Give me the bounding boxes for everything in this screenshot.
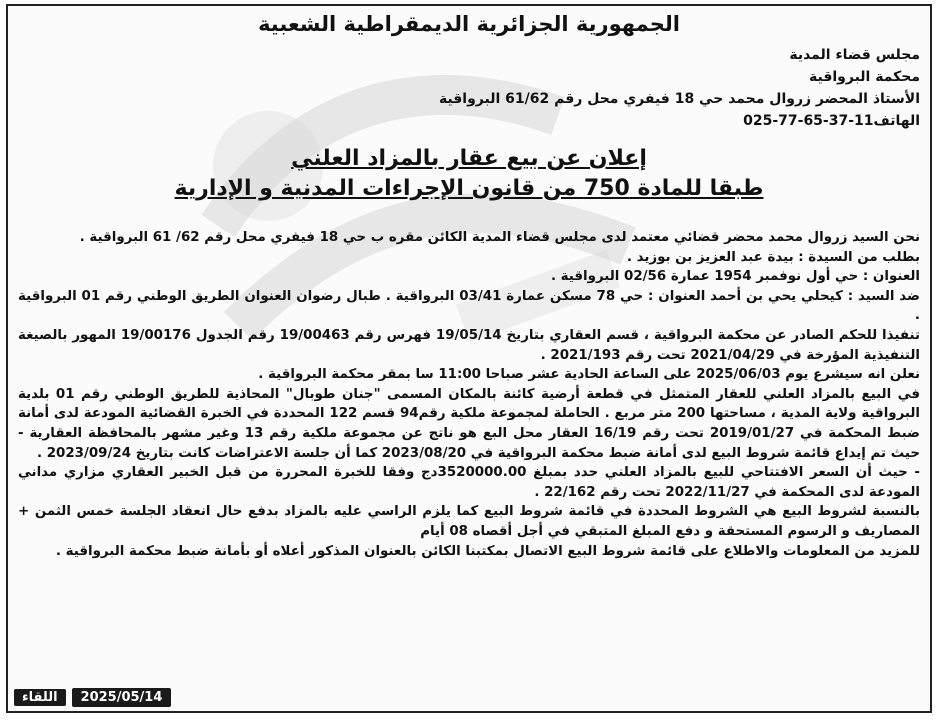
republic-header: الجمهورية الجزائرية الديمقراطية الشعبية xyxy=(258,12,680,36)
notice-body xyxy=(18,228,920,561)
body-paragraph: بطلب من السيدة : بيدة عبد العزيز بن بوزيد . xyxy=(626,249,920,265)
phone-number: الهاتف11-37-65-77-025 xyxy=(743,113,920,129)
body-paragraph: في البيع بالمزاد العلني للعقار المتمثل في قطعة أرضية كائنة بالمكان المسمى "جنان طوبال" المحاذية للطريق الوطني رقم 01 بلدية البرواقية ولاية المدية ، مساحتها 200 متر مربع . الحاملة لمجموعة ملكية رقم94 قسم 122 المحددة في الخبرة القضائية المودعة لدى أمانة ضبط المحكمة في 2019/01/27 تحت رقم 16/19 العقار محل البع هو ناتج عن مجموعة ملكية رقم 13 وغير مشهر بالمحافظة العقارية - حيث تم إيداع قائمة شروط البيع لدى أمانة ضبط محكمة البرواقية في 2023/08/20 كما أن جلسة الاعتراضات كانت بتاريخ 2023/09/24 . xyxy=(18,386,921,461)
body-paragraph: تنفيذا للحكم الصادر عن محكمة البرواقية ، قسم العقاري بتاريخ 19/05/14 فهرس رقم 19/00463 رقم الجدول 19/00176 المهور بالصيغة التنفيذية المؤرخة في 2021/04/29 تحت رقم 2021/193 . xyxy=(18,327,920,363)
publication-footer xyxy=(14,688,171,707)
body-paragraph: نحن السيد زروال محمد محضر قضائي معتمد لدى مجلس قضاء المدية الكائن مقره ب حي 18 فيفري محل رقم 62/ 61 البرواقية . xyxy=(79,230,920,245)
publication-date-badge: 2025/05/14 xyxy=(72,688,172,707)
body-paragraph: - حيث أن السعر الافتتاحي للبيع بالمزاد العلني حدد بمبلغ 3520000.00دج وفقا للخبرة المحررة من قبل الخبير العقاري مزاري مداني المودعة لدى المحكمة في 2022/11/27 تحت رقم 22/162 . xyxy=(18,465,920,500)
council-name: مجلس قضاء المدية xyxy=(789,47,920,63)
notice-title: إعلان عن بيع عقار بالمزاد العلني xyxy=(291,146,647,171)
notice-title-block xyxy=(8,144,930,204)
body-paragraph: للمزيد من المعلومات والاطلاع على قائمة شروط البيع الاتصال بمكتبنا الكائن بالعنوان المذكور أعلاه أو بأمانة ضبط محكمة البرواقية . xyxy=(55,543,920,559)
notice-page xyxy=(6,4,932,713)
body-paragraph: بالنسبة لشروط البيع هي الشروط المحددة في قائمة شروط البيع كما يلزم الراسي عليه بالمزاد بدفع حال انعقاد الجلسة خمس الثمن + المصاريف و الرسوم المستحقة و دفع المبلغ المتبقي في أجل أقصاه 08 أيام xyxy=(18,504,920,539)
issuer-block xyxy=(320,44,920,132)
body-paragraph: ضد السيد : كيحلي يحي بن أحمد العنوان : حي 78 مسكن عمارة 03/41 البرواقية . طبال رضوان العنوان الطريق الوطني رقم 01 البرواقية . xyxy=(18,288,920,324)
notice-subtitle: طبقا للمادة 750 من قانون الإجراءات المدنية و الإدارية xyxy=(174,176,764,201)
newspaper-name-badge: اللقاء xyxy=(14,689,66,706)
body-paragraph: نعلن انه سيشرع يوم 2025/06/03 على الساعة الحادية عشر صباحا 11:00 سا بمقر محكمة البرواقية . xyxy=(258,367,920,383)
body-paragraph: العنوان : حي أول نوفمبر 1954 عمارة 02/56 البرواقية . xyxy=(550,269,920,285)
court-name: محكمة البرواقية xyxy=(808,69,920,85)
bailiff-address: الأستاذ المحضر زروال محمد حي 18 فيفري محل رقم 61/62 البرواقية xyxy=(438,91,920,107)
